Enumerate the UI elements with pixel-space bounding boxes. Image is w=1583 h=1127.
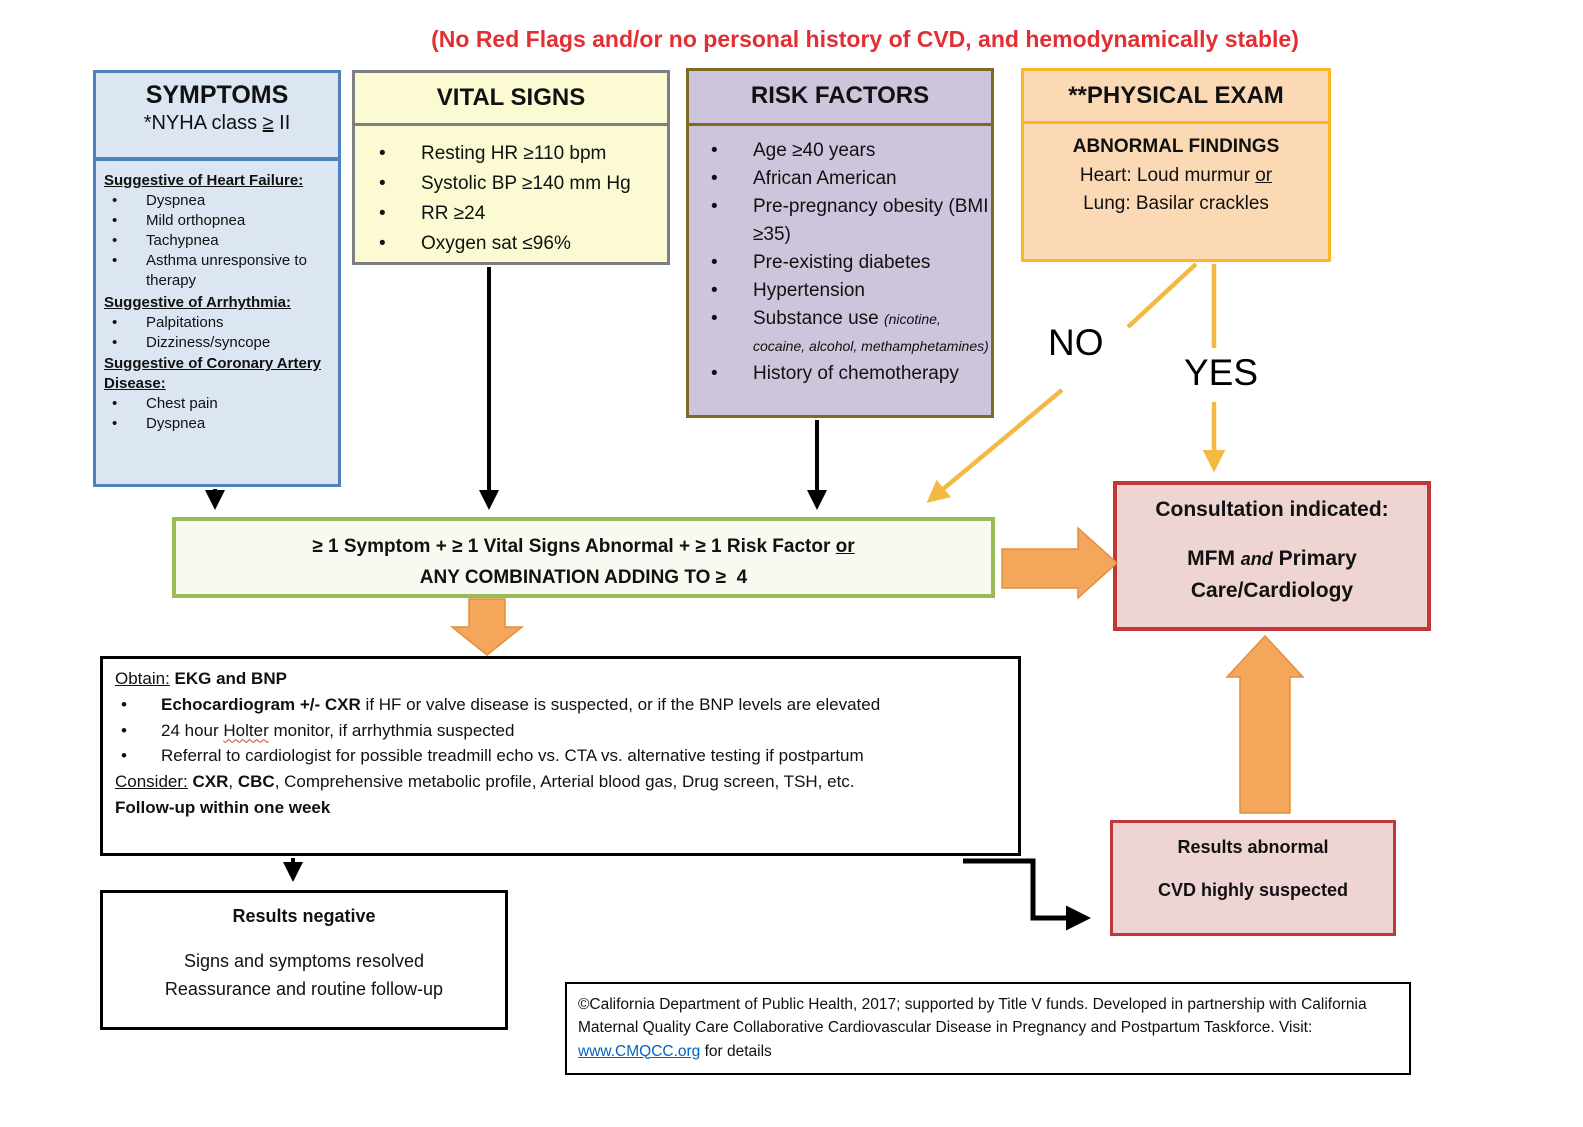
list-item-label <box>753 305 989 361</box>
list-item-label: • Mild orthopnea <box>146 212 246 230</box>
followup-line <box>115 795 1006 821</box>
physical-exam-title: **PHYSICAL EXAM <box>1024 71 1328 124</box>
substance-use-note: (nicotine, cocaine, alcohol, methamphetamines) <box>753 310 989 355</box>
list-item-label: • Chest pain <box>146 395 218 413</box>
list-item <box>104 414 334 434</box>
list-item-label: • Referral to cardiologist for possible treadmill echo vs. CTA vs. alternative testing if postpartum <box>161 746 864 766</box>
list-item <box>697 165 989 193</box>
list-item <box>104 211 334 231</box>
holter-pre: 24 hour <box>161 720 224 740</box>
symptoms-header <box>96 73 338 161</box>
lung-finding: Lung: Basilar crackles <box>1083 193 1269 214</box>
results-negative-line2: Reassurance and routine follow-up <box>164 979 444 999</box>
list-item <box>697 277 989 305</box>
list-item-label: • Dizziness/syncope <box>146 333 271 351</box>
consider-rest: , Comprehensive metabolic profile, Arterial blood gas, Drug screen, TSH, etc. <box>274 772 855 792</box>
risk-factors-title: RISK FACTORS <box>689 71 991 126</box>
mfm-text: MFM <box>1187 547 1241 570</box>
list-item-label: • Tachypnea <box>146 232 219 250</box>
list-item-label: • Age ≥40 years <box>753 140 876 161</box>
symptoms-subtitle-pre: *NYHA class <box>143 112 263 134</box>
vital-signs-title: VITAL SIGNS <box>355 73 667 126</box>
block-arrow-abnormal-to-consultation <box>1227 636 1303 813</box>
abnormal-findings-heading: ABNORMAL FINDINGS <box>1072 136 1280 157</box>
no-label: NO <box>1048 322 1104 363</box>
risk-factors-box <box>686 68 994 418</box>
list-item <box>365 199 665 229</box>
list-item-label: • RR ≥24 <box>421 203 486 225</box>
list-item-label <box>161 718 514 744</box>
list-item <box>697 249 989 277</box>
section-heading-arrhythmia: Suggestive of Arrhythmia: <box>104 293 291 311</box>
criteria-line2: ANY COMBINATION ADDING TO ≥ 4 <box>419 566 748 588</box>
echo-bold: Echocardiogram +/- CXR <box>161 694 361 714</box>
geq-symbol: ≥ <box>262 112 274 134</box>
list-item-label: • Resting HR ≥110 bpm <box>421 143 607 164</box>
workup-bullet-holter <box>115 718 1006 744</box>
vital-signs-box <box>352 70 670 265</box>
list-item <box>104 394 334 414</box>
list-item-label: • Systolic BP ≥140 mm Hg <box>421 173 631 195</box>
consider-sep: , <box>228 772 238 792</box>
list-item-label: • History of chemotherapy <box>753 363 959 385</box>
consultation-title: Consultation indicated: <box>1155 498 1389 521</box>
list-item <box>697 360 989 388</box>
list-item-label: • Asthma unresponsive to therapy <box>146 252 307 290</box>
list-item <box>697 193 989 249</box>
list-item-label: • Hypertension <box>753 279 865 301</box>
list-item-label: • Pre-existing diabetes <box>753 251 931 273</box>
block-arrow-criteria-to-consultation <box>1002 528 1117 598</box>
or-word: or <box>835 536 855 557</box>
results-abnormal-line2: CVD highly suspected <box>1157 880 1349 900</box>
list-item-label: • African American <box>753 167 897 189</box>
obtain-line <box>115 666 1006 692</box>
results-negative-title: Results negative <box>232 906 376 926</box>
substance-use-label: Substance use <box>753 307 884 329</box>
attribution-text-post: for details <box>700 1042 772 1060</box>
list-item <box>104 251 334 291</box>
attribution-box <box>565 982 1411 1075</box>
list-item-label <box>161 692 880 718</box>
criteria-line1-text: ≥ 1 Symptom + ≥ 1 Vital Signs Abnormal + ≥ 1 Risk Factor <box>312 536 836 557</box>
list-item-label: • Oxygen sat ≤96% <box>421 233 571 255</box>
results-abnormal-title: Results abnormal <box>1177 837 1329 857</box>
attribution-text: ©California Department of Public Health, 2017; supported by Title V funds. Developed in partnership with California Maternal Quality Care Collaborative Cardiovascular Disease in Pregnancy and Postpartum Taskforce. Visit: <box>578 996 1367 1037</box>
arrow-workup-to-abnormal <box>963 861 1086 918</box>
list-item <box>697 137 989 165</box>
echo-rest: if HF or valve disease is suspected, or if the BNP levels are elevated <box>360 694 881 714</box>
list-item <box>365 169 665 199</box>
list-item-label: • Pre-pregnancy obesity (BMI ≥35) <box>753 195 989 245</box>
yes-label: YES <box>1184 352 1259 393</box>
workup-bullet-echo <box>115 692 1006 718</box>
obtain-tests: EKG and BNP <box>169 669 287 688</box>
section-heading-coronary-artery: Suggestive of Coronary Artery Disease: <box>104 354 321 392</box>
results-negative-line1: Signs and symptoms resolved <box>183 951 425 971</box>
list-item <box>104 313 334 333</box>
criteria-line1 <box>176 532 991 563</box>
criteria-box <box>172 517 995 598</box>
results-abnormal-box <box>1110 820 1396 936</box>
list-item-label: • Dyspnea <box>146 192 206 210</box>
primary-care-text: Primary Care/Cardiology <box>1190 547 1357 602</box>
symptoms-subtitle <box>96 112 338 135</box>
symptoms-title: SYMPTOMS <box>145 81 289 109</box>
physical-exam-box <box>1021 68 1331 262</box>
heart-finding <box>1024 162 1328 191</box>
list-item <box>365 229 665 259</box>
section-heading-heart-failure: Suggestive of Heart Failure: <box>104 172 304 189</box>
risk-factors-body <box>689 126 991 388</box>
obtain-label: Obtain: <box>115 669 170 688</box>
consider-label: Consider: <box>115 772 188 792</box>
followup-text: Follow-up within one week <box>115 798 331 818</box>
list-item <box>104 231 334 251</box>
workup-bullet-referral <box>115 743 1006 769</box>
list-item <box>365 139 665 169</box>
holter-post: monitor, if arrhythmia suspected <box>268 720 515 740</box>
and-word: and <box>1240 549 1273 569</box>
cbc-bold: CBC <box>237 772 275 792</box>
results-negative-box <box>100 890 508 1030</box>
list-item <box>104 333 334 353</box>
no-arrow-upper-segment <box>1128 264 1196 327</box>
consultation-detail <box>1117 543 1427 606</box>
symptoms-subtitle-post: II <box>273 112 291 134</box>
list-item-label: • Palpitations <box>146 313 224 331</box>
block-arrow-criteria-to-workup <box>452 599 522 655</box>
list-item-substance-use <box>697 305 989 361</box>
list-item <box>104 191 334 211</box>
symptoms-box <box>93 70 341 487</box>
symptoms-body <box>96 161 338 434</box>
physical-exam-body <box>1024 124 1328 219</box>
or-word: or <box>1255 164 1273 186</box>
consider-line <box>115 769 1006 795</box>
qualifier-banner: (No Red Flags and/or no personal history of CVD, and hemodynamically stable) <box>431 26 1299 52</box>
vital-signs-body <box>355 126 667 259</box>
workup-box <box>100 656 1021 856</box>
heart-finding-text: Heart: Loud murmur <box>1079 164 1256 186</box>
consultation-box <box>1113 481 1431 631</box>
holter-word: Holter <box>223 720 269 740</box>
cxr-bold: CXR <box>187 772 229 792</box>
list-item-label: • Dyspnea <box>146 415 206 433</box>
cmqcc-link[interactable]: www.CMQCC.org <box>578 1042 701 1060</box>
